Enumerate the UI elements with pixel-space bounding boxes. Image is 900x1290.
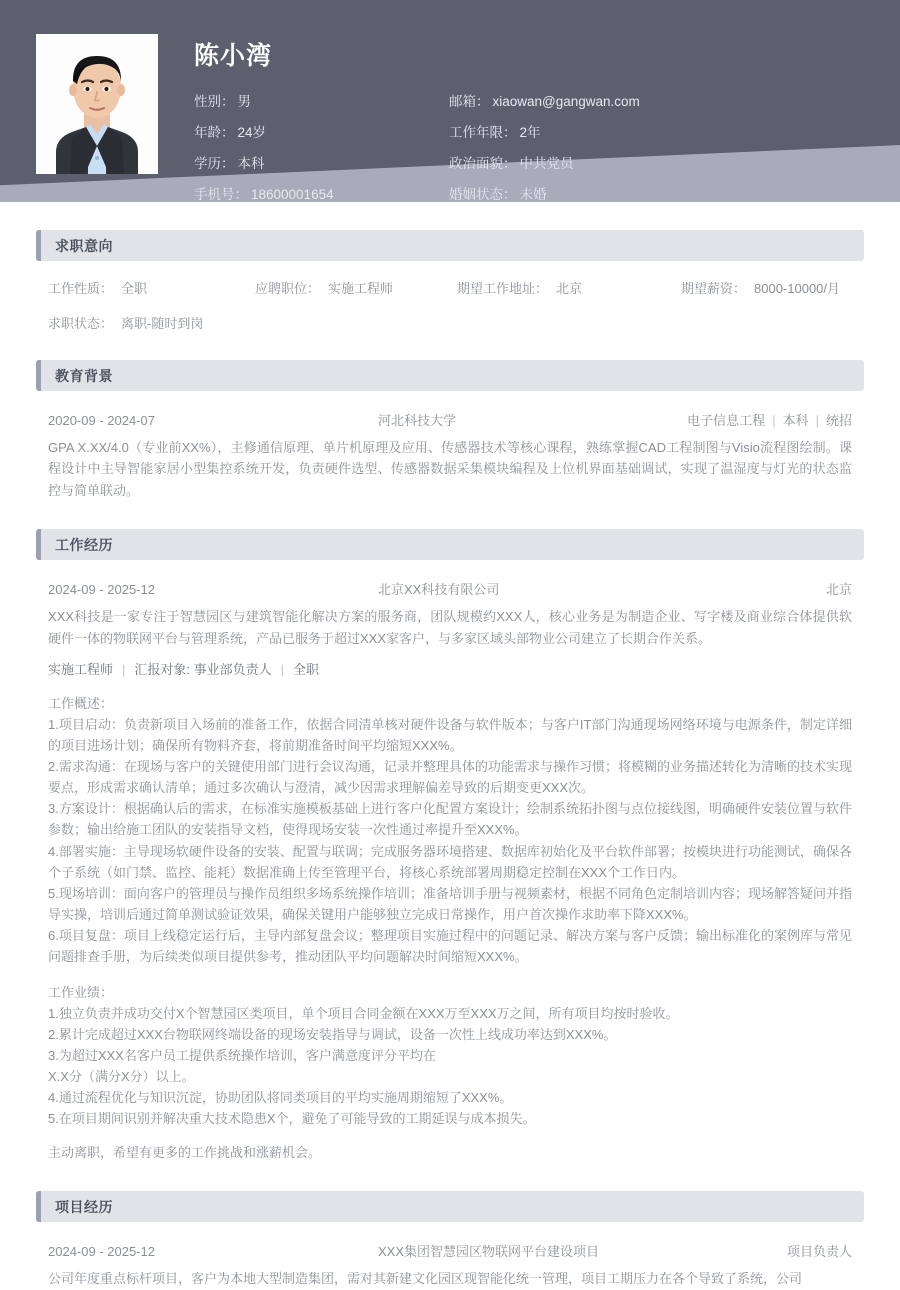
section-accent-bar	[36, 230, 41, 261]
job-intention-row-2	[48, 313, 852, 332]
work-location: 北京	[825, 582, 852, 598]
work-company: 北京XX科技有限公司	[378, 582, 500, 598]
work-overview-item: 1.项目启动：负责新项目入场前的准备工作，依据合同清单核对硬件设备与软件版本；与客户IT部门沟通现场网络环境与电源条件，制定详细的项目进场计划；确保所有物料齐套，将前期准备时间平均缩短XXX%。	[48, 717, 852, 754]
section-title-job-intention: 求职意向	[55, 237, 113, 254]
info-political-status: 政治面貌： 中共党员	[449, 156, 574, 171]
project-description: 公司年度重点标杆项目，客户为本地大型制造集团，需对其新建文化园区现智能化统一管理，项目工期压力在各个导致了系统，公司	[48, 1271, 803, 1287]
education-degree: 本科	[782, 413, 809, 428]
divider: |	[815, 413, 819, 428]
work-entry-header	[36, 560, 864, 598]
work-achievement-item: 5.在项目期间识别并解决重大技术隐患X个，避免了可能导致的工期延误与成本损失。	[48, 1111, 536, 1127]
project-date: 2024-09 - 2025-12	[48, 1244, 155, 1260]
section-accent-bar	[36, 360, 41, 391]
section-accent-bar	[36, 529, 41, 560]
project-entry-header	[36, 1222, 864, 1260]
section-title-education: 教育背景	[55, 367, 113, 384]
work-overview-item: 4.部署实施：主导现场软硬件设备的安装、配置与联调；完成服务器环境搭建、数据库初始化及平台软件部署；按模块进行功能测试，确保各个子系统（如门禁、监控、能耗）数据准确上传至管理平台，将核心系统部署周期稳定控制在XXX个工作日内。	[48, 843, 852, 880]
field-expected-location: 期望工作地址： 北京	[457, 281, 583, 296]
section-title-work-experience: 工作经历	[55, 536, 113, 553]
section-header-education	[36, 360, 864, 391]
info-education: 学历： 本科	[194, 156, 265, 171]
education-entry-header	[36, 391, 864, 429]
work-achievement-item: 4.通过流程优化与知识沉淀，协助团队将同类项目的平均实施周期缩短了XXX%。	[48, 1090, 513, 1106]
education-date: 2020-09 - 2024-07	[48, 413, 155, 428]
info-phone: 手机号： 18600001654	[194, 187, 334, 202]
info-gender: 性别： 男	[194, 94, 251, 109]
info-marital-status: 婚姻状态： 未婚	[449, 187, 547, 202]
field-job-status: 求职状态： 离职-随时到岗	[48, 316, 204, 331]
field-expected-salary: 期望薪资： 8000-10000/月	[681, 281, 841, 296]
field-job-nature: 工作性质： 全职	[48, 281, 148, 296]
education-degree-info	[687, 410, 852, 429]
job-intention-body	[36, 261, 864, 332]
work-overview-item: 6.项目复盘：项目上线稳定运行后，主导内部复盘会议；整理项目实施过程中的问题记录、解决方案与客户反馈；输出标准化的案例库与常见问题排查手册，为后续类似项目提供参考，推动团队平均问题解决时间缩短XXX%。	[48, 927, 852, 964]
section-accent-bar	[36, 1191, 41, 1222]
work-achievement-item: 3.为超过XXX名客户员工提供系统操作培训，客户满意度评分平均在	[48, 1047, 436, 1063]
education-major: 电子信息工程	[687, 413, 766, 428]
work-achievement-title: 工作业绩：	[48, 984, 114, 1000]
education-admission-type: 统招	[825, 413, 852, 428]
work-overview-item: 2.需求沟通：在现场与客户的关键使用部门进行会议沟通，记录并整理具体的功能需求与操作习惯；将模糊的业务描述转化为清晰的技术实现要点，形成需求确认清单；通过多次确认与澄清，减少因需求理解偏差导致的后期变更XXX次。	[48, 759, 852, 796]
work-overview-title: 工作概述：	[48, 696, 114, 712]
work-achievement-item: 1.独立负责并成功交付X个智慧园区类项目，单个项目合同金额在XXX万至XXX万之间，所有项目均按时验收。	[48, 1005, 679, 1021]
divider: |	[280, 662, 285, 678]
work-overview-item: 5.现场培训：面向客户的管理员与操作员组织多场系统操作培训；准备培训手册与视频素材，根据不同角色定制培训内容；现场解答疑问并指导实操，培训后通过简单测试验证效果，确保关键用户能够独立完成日常操作，用户首次操作求助率下降XXX%。	[48, 885, 852, 922]
resume-header	[0, 0, 900, 202]
work-position: 实施工程师	[48, 662, 114, 678]
divider: |	[772, 413, 776, 428]
work-date: 2024-09 - 2025-12	[48, 582, 155, 598]
education-school: 河北科技大学	[378, 413, 457, 428]
work-company-intro: XXX科技是一家专注于智慧园区与建筑智能化解决方案的服务商，团队规模约XXX人，核心业务是为制造企业、写字楼及商业综合体提供软硬件一体的物联网平台与管理系统，产品已服务于超过XXX家客户，与多家区域头部物业公司建立了长期合作关系。	[48, 609, 852, 646]
education-description: GPA X.XX/4.0（专业前XX%），主修通信原理、单片机原理及应用、传感器技术等核心课程，熟练掌握CAD工程制图与Visio流程图绘制。课程设计中主导智能家居小型集控系统开发，负责硬件选型、传感器数据采集模块编程及上位机界面基础调试，实现了温湿度与灯光的状态监控与简单联动。	[48, 440, 852, 498]
work-achievement-item: X.X分（满分X分）以上。	[48, 1068, 195, 1084]
section-title-project-experience: 项目经历	[55, 1198, 113, 1215]
section-header-project-experience	[36, 1191, 864, 1222]
personal-info-grid	[194, 90, 640, 202]
work-report-to: 汇报对象: 事业部负责人	[134, 662, 272, 678]
work-achievement-item: 2.累计完成超过XXX台物联网终端设备的现场安装指导与调试，设备一次性上线成功率达到XXX%。	[48, 1026, 617, 1042]
divider: |	[122, 662, 126, 678]
info-age: 年龄： 24岁	[194, 125, 267, 140]
project-name: XXX集团智慧园区物联网平台建设项目	[378, 1244, 600, 1260]
avatar	[36, 34, 158, 174]
job-intention-row-1	[48, 278, 852, 297]
work-leave-reason: 主动离职，希望有更多的工作挑战和涨薪机会。	[48, 1145, 322, 1161]
work-position-meta	[36, 649, 864, 678]
section-header-job-intention	[36, 230, 864, 261]
work-overview-item: 3.方案设计：根据确认后的需求，在标准实施模板基础上进行客户化配置方案设计；绘制系统拓扑图与点位接线图，明确硬件安装位置与软件参数；输出给施工团队的安装指导文档，使得现场安装一次性通过率提升至XXX%。	[48, 801, 852, 838]
project-role: 项目负责人	[786, 1244, 852, 1260]
work-job-nature: 全职	[293, 662, 320, 678]
section-header-work-experience	[36, 529, 864, 560]
field-target-position: 应聘职位： 实施工程师	[255, 281, 394, 296]
info-work-years: 工作年限： 2年	[449, 125, 541, 140]
page-title: 陈小湾	[194, 42, 273, 70]
info-email: 邮箱： xiaowan@gangwan.com	[449, 94, 640, 109]
